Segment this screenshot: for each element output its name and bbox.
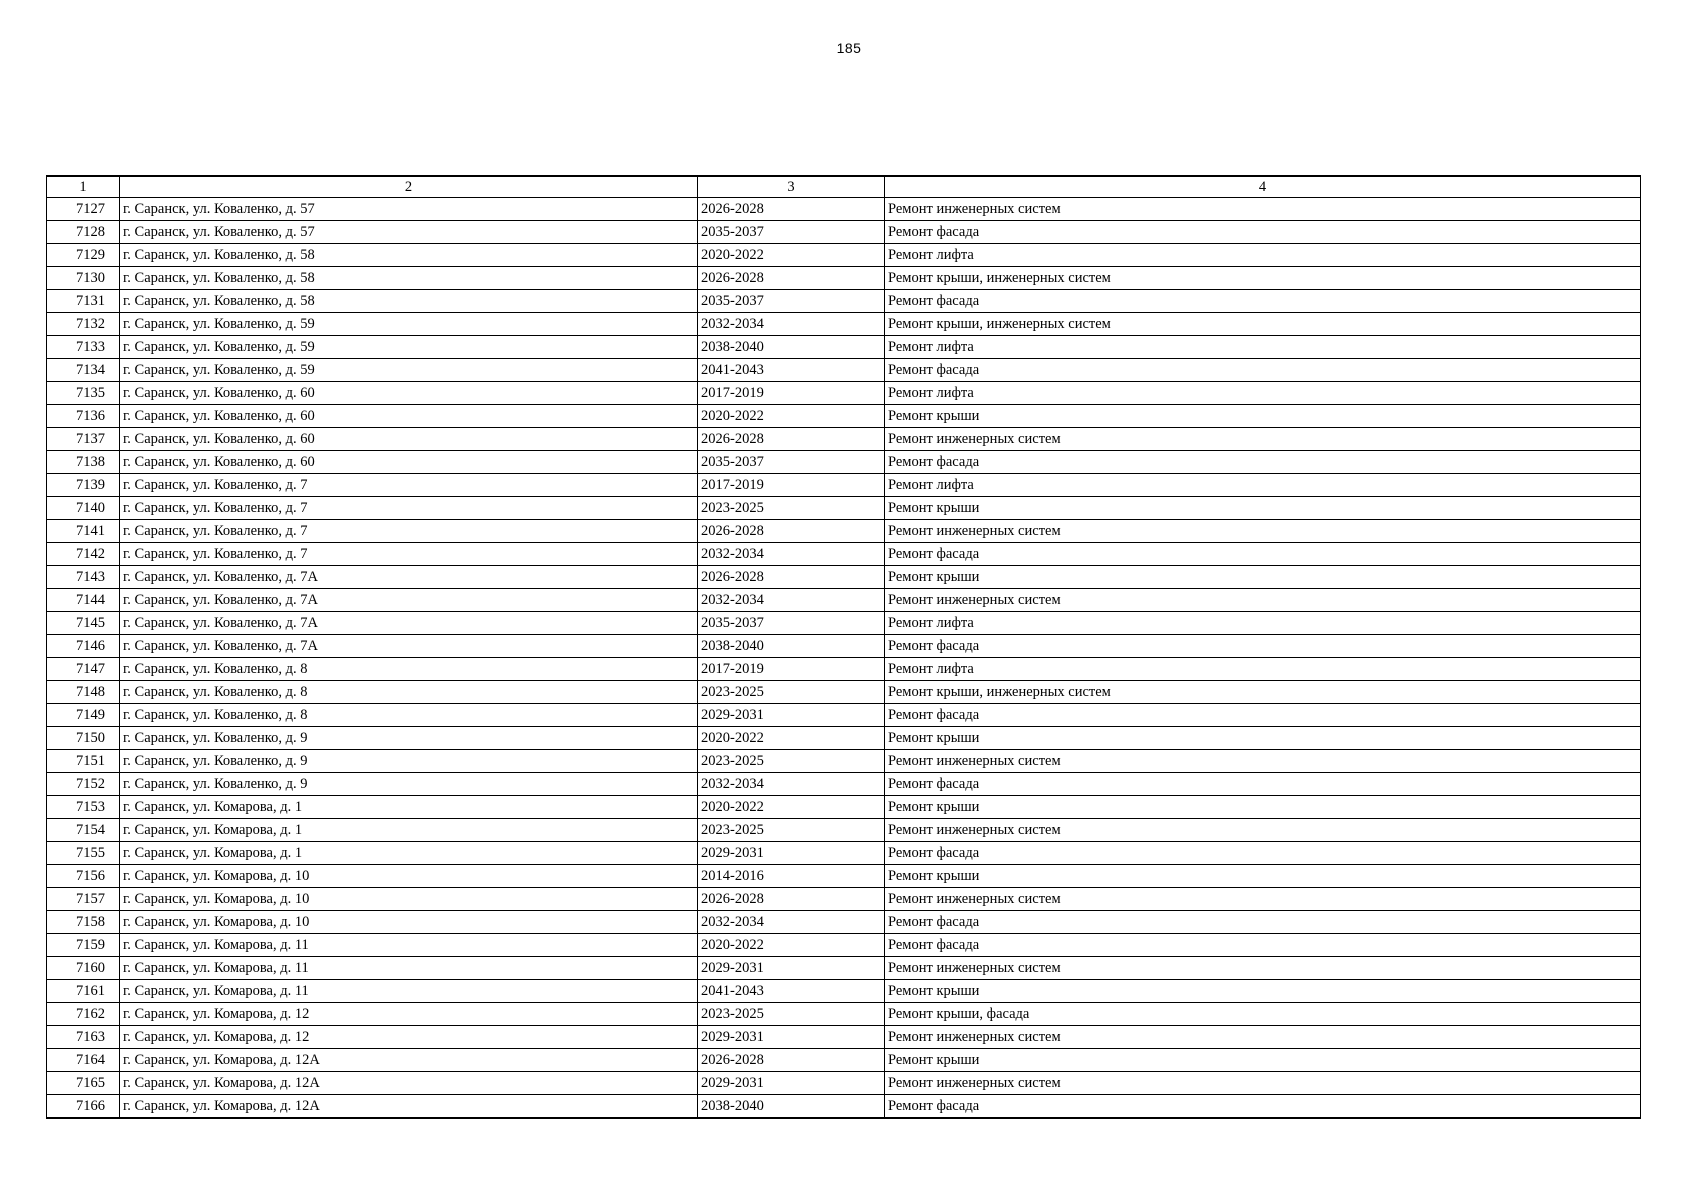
period-cell: 2020-2022 (698, 934, 885, 957)
row-number-cell: 7139 (47, 474, 120, 497)
table-row (47, 773, 1641, 796)
table-row (47, 451, 1641, 474)
column-header-1: 1 (47, 176, 120, 198)
row-number-cell: 7127 (47, 198, 120, 221)
work-type-cell: Ремонт фасада (885, 773, 1641, 796)
table-row (47, 681, 1641, 704)
table-row (47, 267, 1641, 290)
address-cell: г. Саранск, ул. Коваленко, д. 7 (120, 474, 698, 497)
table-row (47, 589, 1641, 612)
period-cell: 2029-2031 (698, 1072, 885, 1095)
period-cell: 2029-2031 (698, 842, 885, 865)
work-type-cell: Ремонт инженерных систем (885, 198, 1641, 221)
work-type-cell: Ремонт крыши, инженерных систем (885, 681, 1641, 704)
table-row (47, 888, 1641, 911)
work-type-cell: Ремонт крыши (885, 497, 1641, 520)
table-row (47, 635, 1641, 658)
period-cell: 2023-2025 (698, 819, 885, 842)
row-number-cell: 7135 (47, 382, 120, 405)
address-cell: г. Саранск, ул. Коваленко, д. 58 (120, 290, 698, 313)
period-cell: 2017-2019 (698, 382, 885, 405)
address-cell: г. Саранск, ул. Коваленко, д. 7А (120, 612, 698, 635)
row-number-cell: 7145 (47, 612, 120, 635)
table-row (47, 934, 1641, 957)
table-row (47, 543, 1641, 566)
work-type-cell: Ремонт фасада (885, 451, 1641, 474)
row-number-cell: 7147 (47, 658, 120, 681)
address-cell: г. Саранск, ул. Коваленко, д. 7 (120, 520, 698, 543)
table-row (47, 658, 1641, 681)
work-type-cell: Ремонт фасада (885, 359, 1641, 382)
row-number-cell: 7142 (47, 543, 120, 566)
work-type-cell: Ремонт крыши, фасада (885, 1003, 1641, 1026)
work-type-cell: Ремонт лифта (885, 474, 1641, 497)
period-cell: 2020-2022 (698, 796, 885, 819)
work-type-cell: Ремонт лифта (885, 382, 1641, 405)
work-type-cell: Ремонт крыши (885, 796, 1641, 819)
address-cell: г. Саранск, ул. Коваленко, д. 57 (120, 221, 698, 244)
table-row (47, 1026, 1641, 1049)
row-number-cell: 7158 (47, 911, 120, 934)
address-cell: г. Саранск, ул. Коваленко, д. 7 (120, 543, 698, 566)
row-number-cell: 7148 (47, 681, 120, 704)
table-row (47, 359, 1641, 382)
table-row (47, 497, 1641, 520)
period-cell: 2029-2031 (698, 704, 885, 727)
work-type-cell: Ремонт инженерных систем (885, 589, 1641, 612)
table-row (47, 198, 1641, 221)
row-number-cell: 7131 (47, 290, 120, 313)
address-cell: г. Саранск, ул. Коваленко, д. 59 (120, 359, 698, 382)
table-row (47, 405, 1641, 428)
table-row (47, 865, 1641, 888)
work-type-cell: Ремонт инженерных систем (885, 520, 1641, 543)
period-cell: 2035-2037 (698, 612, 885, 635)
table-row (47, 290, 1641, 313)
row-number-cell: 7165 (47, 1072, 120, 1095)
work-type-cell: Ремонт крыши (885, 865, 1641, 888)
address-cell: г. Саранск, ул. Коваленко, д. 9 (120, 727, 698, 750)
row-number-cell: 7154 (47, 819, 120, 842)
table-header-row (47, 176, 1641, 198)
column-header-4: 4 (885, 176, 1641, 198)
row-number-cell: 7140 (47, 497, 120, 520)
row-number-cell: 7155 (47, 842, 120, 865)
period-cell: 2035-2037 (698, 221, 885, 244)
period-cell: 2026-2028 (698, 888, 885, 911)
address-cell: г. Саранск, ул. Коваленко, д. 60 (120, 451, 698, 474)
address-cell: г. Саранск, ул. Коваленко, д. 8 (120, 704, 698, 727)
work-type-cell: Ремонт инженерных систем (885, 888, 1641, 911)
row-number-cell: 7134 (47, 359, 120, 382)
table-row (47, 474, 1641, 497)
row-number-cell: 7153 (47, 796, 120, 819)
row-number-cell: 7136 (47, 405, 120, 428)
period-cell: 2035-2037 (698, 290, 885, 313)
address-cell: г. Саранск, ул. Коваленко, д. 59 (120, 336, 698, 359)
row-number-cell: 7156 (47, 865, 120, 888)
period-cell: 2038-2040 (698, 1095, 885, 1119)
period-cell: 2029-2031 (698, 957, 885, 980)
period-cell: 2020-2022 (698, 727, 885, 750)
table-row (47, 313, 1641, 336)
work-type-cell: Ремонт крыши (885, 727, 1641, 750)
address-cell: г. Саранск, ул. Коваленко, д. 58 (120, 267, 698, 290)
table-row (47, 819, 1641, 842)
table-row (47, 727, 1641, 750)
table-row (47, 911, 1641, 934)
work-type-cell: Ремонт крыши, инженерных систем (885, 313, 1641, 336)
registry-table (46, 175, 1641, 1119)
column-header-2: 2 (120, 176, 698, 198)
address-cell: г. Саранск, ул. Коваленко, д. 60 (120, 428, 698, 451)
address-cell: г. Саранск, ул. Коваленко, д. 8 (120, 658, 698, 681)
period-cell: 2023-2025 (698, 750, 885, 773)
period-cell: 2041-2043 (698, 980, 885, 1003)
period-cell: 2020-2022 (698, 244, 885, 267)
work-type-cell: Ремонт лифта (885, 336, 1641, 359)
work-type-cell: Ремонт крыши, инженерных систем (885, 267, 1641, 290)
period-cell: 2026-2028 (698, 428, 885, 451)
table-row (47, 1072, 1641, 1095)
table-row (47, 382, 1641, 405)
period-cell: 2032-2034 (698, 773, 885, 796)
address-cell: г. Саранск, ул. Коваленко, д. 57 (120, 198, 698, 221)
period-cell: 2026-2028 (698, 566, 885, 589)
period-cell: 2026-2028 (698, 267, 885, 290)
address-cell: г. Саранск, ул. Комарова, д. 12А (120, 1072, 698, 1095)
row-number-cell: 7159 (47, 934, 120, 957)
work-type-cell: Ремонт фасада (885, 911, 1641, 934)
work-type-cell: Ремонт фасада (885, 934, 1641, 957)
address-cell: г. Саранск, ул. Комарова, д. 1 (120, 819, 698, 842)
address-cell: г. Саранск, ул. Комарова, д. 10 (120, 865, 698, 888)
address-cell: г. Саранск, ул. Коваленко, д. 9 (120, 773, 698, 796)
period-cell: 2026-2028 (698, 1049, 885, 1072)
row-number-cell: 7137 (47, 428, 120, 451)
period-cell: 2026-2028 (698, 198, 885, 221)
table-row (47, 1095, 1641, 1119)
table-row (47, 612, 1641, 635)
row-number-cell: 7157 (47, 888, 120, 911)
period-cell: 2023-2025 (698, 497, 885, 520)
work-type-cell: Ремонт инженерных систем (885, 750, 1641, 773)
address-cell: г. Саранск, ул. Коваленко, д. 7А (120, 566, 698, 589)
work-type-cell: Ремонт фасада (885, 290, 1641, 313)
work-type-cell: Ремонт фасада (885, 635, 1641, 658)
row-number-cell: 7143 (47, 566, 120, 589)
period-cell: 2032-2034 (698, 313, 885, 336)
work-type-cell: Ремонт крыши (885, 405, 1641, 428)
row-number-cell: 7160 (47, 957, 120, 980)
address-cell: г. Саранск, ул. Комарова, д. 12 (120, 1026, 698, 1049)
work-type-cell: Ремонт крыши (885, 566, 1641, 589)
address-cell: г. Саранск, ул. Коваленко, д. 60 (120, 405, 698, 428)
period-cell: 2032-2034 (698, 543, 885, 566)
table-row (47, 566, 1641, 589)
period-cell: 2020-2022 (698, 405, 885, 428)
table-row (47, 1003, 1641, 1026)
address-cell: г. Саранск, ул. Комарова, д. 10 (120, 888, 698, 911)
work-type-cell: Ремонт лифта (885, 244, 1641, 267)
row-number-cell: 7164 (47, 1049, 120, 1072)
row-number-cell: 7152 (47, 773, 120, 796)
address-cell: г. Саранск, ул. Коваленко, д. 9 (120, 750, 698, 773)
period-cell: 2041-2043 (698, 359, 885, 382)
period-cell: 2014-2016 (698, 865, 885, 888)
table-row (47, 244, 1641, 267)
period-cell: 2029-2031 (698, 1026, 885, 1049)
row-number-cell: 7149 (47, 704, 120, 727)
work-type-cell: Ремонт фасада (885, 704, 1641, 727)
table-row (47, 520, 1641, 543)
period-cell: 2017-2019 (698, 474, 885, 497)
period-cell: 2035-2037 (698, 451, 885, 474)
period-cell: 2023-2025 (698, 1003, 885, 1026)
row-number-cell: 7161 (47, 980, 120, 1003)
row-number-cell: 7129 (47, 244, 120, 267)
table-row (47, 704, 1641, 727)
row-number-cell: 7151 (47, 750, 120, 773)
table-row (47, 1049, 1641, 1072)
address-cell: г. Саранск, ул. Коваленко, д. 8 (120, 681, 698, 704)
period-cell: 2038-2040 (698, 635, 885, 658)
address-cell: г. Саранск, ул. Комарова, д. 12 (120, 1003, 698, 1026)
address-cell: г. Саранск, ул. Коваленко, д. 7А (120, 635, 698, 658)
address-cell: г. Саранск, ул. Коваленко, д. 59 (120, 313, 698, 336)
period-cell: 2032-2034 (698, 911, 885, 934)
row-number-cell: 7146 (47, 635, 120, 658)
work-type-cell: Ремонт фасада (885, 842, 1641, 865)
row-number-cell: 7132 (47, 313, 120, 336)
address-cell: г. Саранск, ул. Коваленко, д. 58 (120, 244, 698, 267)
row-number-cell: 7150 (47, 727, 120, 750)
row-number-cell: 7133 (47, 336, 120, 359)
table-row (47, 980, 1641, 1003)
row-number-cell: 7162 (47, 1003, 120, 1026)
work-type-cell: Ремонт лифта (885, 658, 1641, 681)
table-body (47, 198, 1641, 1119)
row-number-cell: 7144 (47, 589, 120, 612)
address-cell: г. Саранск, ул. Комарова, д. 11 (120, 934, 698, 957)
table-row (47, 428, 1641, 451)
address-cell: г. Саранск, ул. Комарова, д. 12А (120, 1049, 698, 1072)
row-number-cell: 7130 (47, 267, 120, 290)
page-number: 185 (836, 40, 862, 56)
period-cell: 2038-2040 (698, 336, 885, 359)
table-row (47, 336, 1641, 359)
address-cell: г. Саранск, ул. Коваленко, д. 60 (120, 382, 698, 405)
table-row (47, 796, 1641, 819)
row-number-cell: 7163 (47, 1026, 120, 1049)
row-number-cell: 7166 (47, 1095, 120, 1119)
row-number-cell: 7128 (47, 221, 120, 244)
row-number-cell: 7141 (47, 520, 120, 543)
table-row (47, 221, 1641, 244)
table-row (47, 957, 1641, 980)
work-type-cell: Ремонт инженерных систем (885, 957, 1641, 980)
address-cell: г. Саранск, ул. Коваленко, д. 7 (120, 497, 698, 520)
address-cell: г. Саранск, ул. Комарова, д. 11 (120, 980, 698, 1003)
address-cell: г. Саранск, ул. Комарова, д. 1 (120, 842, 698, 865)
period-cell: 2026-2028 (698, 520, 885, 543)
address-cell: г. Саранск, ул. Комарова, д. 12А (120, 1095, 698, 1119)
work-type-cell: Ремонт инженерных систем (885, 819, 1641, 842)
work-type-cell: Ремонт лифта (885, 612, 1641, 635)
work-type-cell: Ремонт инженерных систем (885, 1026, 1641, 1049)
row-number-cell: 7138 (47, 451, 120, 474)
column-header-3: 3 (698, 176, 885, 198)
address-cell: г. Саранск, ул. Комарова, д. 1 (120, 796, 698, 819)
work-type-cell: Ремонт фасада (885, 1095, 1641, 1119)
work-type-cell: Ремонт инженерных систем (885, 1072, 1641, 1095)
work-type-cell: Ремонт крыши (885, 980, 1641, 1003)
work-type-cell: Ремонт фасада (885, 543, 1641, 566)
period-cell: 2017-2019 (698, 658, 885, 681)
work-type-cell: Ремонт инженерных систем (885, 428, 1641, 451)
table-row (47, 842, 1641, 865)
address-cell: г. Саранск, ул. Комарова, д. 10 (120, 911, 698, 934)
period-cell: 2023-2025 (698, 681, 885, 704)
period-cell: 2032-2034 (698, 589, 885, 612)
table-row (47, 750, 1641, 773)
work-type-cell: Ремонт фасада (885, 221, 1641, 244)
address-cell: г. Саранск, ул. Коваленко, д. 7А (120, 589, 698, 612)
address-cell: г. Саранск, ул. Комарова, д. 11 (120, 957, 698, 980)
work-type-cell: Ремонт крыши (885, 1049, 1641, 1072)
